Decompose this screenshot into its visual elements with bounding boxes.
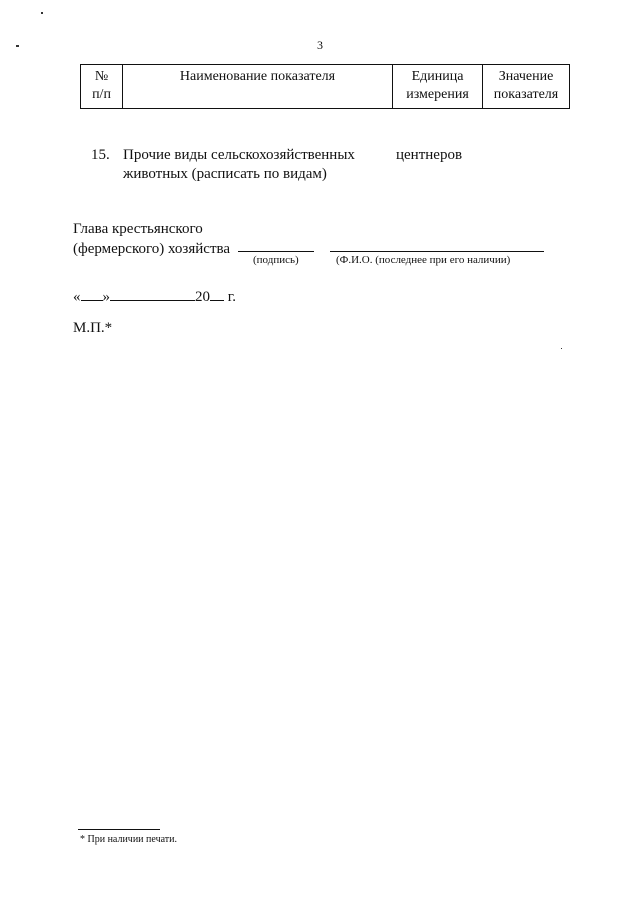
column-name-label: Наименование показателя <box>179 69 336 84</box>
row-15-name <box>123 146 373 184</box>
signature-caption: (подпись) <box>253 254 299 266</box>
date-open-quote: « <box>73 289 81 305</box>
full-name-line <box>330 251 544 252</box>
table-header-row <box>81 65 570 109</box>
column-value-line2: показателя <box>493 87 559 102</box>
column-number-symbol: № <box>94 69 109 84</box>
day-blank <box>81 286 103 301</box>
footnote: * При наличии печати. <box>80 834 177 845</box>
row-15-number: 15. <box>91 147 110 163</box>
year-prefix: 20 <box>195 289 210 305</box>
date-close-quote: » <box>102 289 110 305</box>
column-unit-header <box>393 65 483 109</box>
page-number: 3 <box>317 38 323 52</box>
scan-speck <box>16 45 19 47</box>
year-blank <box>210 286 224 301</box>
date-line <box>73 286 236 306</box>
stamp-label: М.П.* <box>73 320 113 336</box>
footnote-separator <box>78 829 160 830</box>
month-blank <box>110 286 195 301</box>
column-value-header <box>483 65 570 109</box>
column-number-abbrev: п/п <box>92 87 111 102</box>
column-number-header <box>81 65 123 109</box>
full-name-caption: (Ф.И.О. (последнее при его наличии) <box>336 254 511 266</box>
row-15-name-line1: Прочие виды сельскохозяйственных <box>123 147 355 163</box>
column-unit-line2: измерения <box>406 87 469 102</box>
row-15-name-line2: животных (расписать по видам) <box>123 166 327 182</box>
column-value-line1: Значение <box>498 69 554 84</box>
scan-speck <box>41 12 43 14</box>
signature-line <box>238 251 314 252</box>
column-unit-line1: Единица <box>411 69 464 84</box>
farm-head-title-line1: Глава крестьянского <box>73 221 203 237</box>
year-suffix: г. <box>227 289 236 305</box>
scan-speck <box>561 348 562 349</box>
farm-head-title <box>73 219 230 259</box>
row-15-unit: центнеров <box>396 147 463 163</box>
column-name-header <box>123 65 393 109</box>
indicator-table-header <box>80 64 570 109</box>
farm-head-title-line2: (фермерского) хозяйства <box>73 241 231 257</box>
